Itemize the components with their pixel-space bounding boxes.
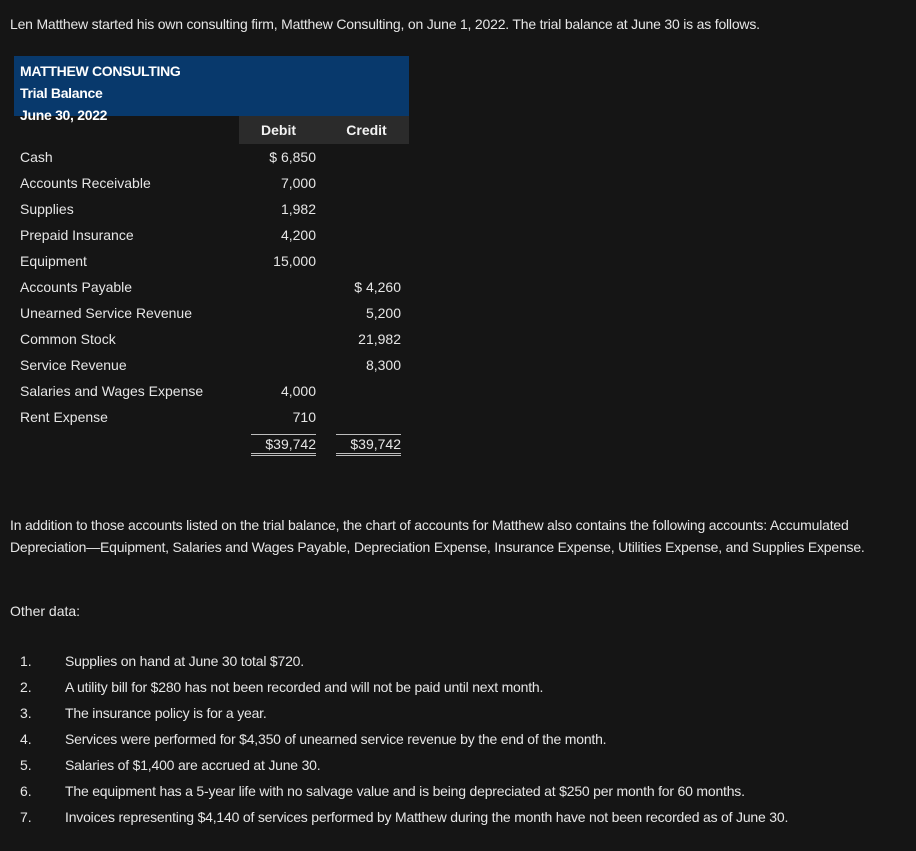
trial-balance-table bbox=[14, 56, 409, 458]
account-name: Prepaid Insurance bbox=[20, 226, 134, 243]
table-row bbox=[14, 170, 409, 196]
table-row bbox=[14, 248, 409, 274]
debit-amount: 7,000 bbox=[280, 174, 316, 191]
table-row bbox=[14, 352, 409, 378]
table-row bbox=[14, 144, 409, 170]
item-number: 3. bbox=[20, 704, 32, 721]
statement-title: Trial Balance bbox=[20, 85, 103, 101]
total-credit: $39,742 bbox=[324, 435, 409, 454]
table-row bbox=[14, 300, 409, 326]
totals-row bbox=[14, 430, 409, 458]
list-item bbox=[20, 726, 910, 752]
list-item bbox=[20, 700, 910, 726]
table-row bbox=[14, 378, 409, 404]
item-number: 6. bbox=[20, 782, 32, 799]
statement-date: June 30, 2022 bbox=[20, 107, 108, 123]
debit-header: Debit bbox=[239, 116, 324, 144]
account-name: Service Revenue bbox=[20, 356, 127, 373]
credit-amount: 8,300 bbox=[365, 356, 401, 373]
account-name: Supplies bbox=[20, 200, 74, 217]
item-number: 4. bbox=[20, 730, 32, 747]
total-debit: $39,742 bbox=[239, 435, 324, 454]
table-row bbox=[14, 222, 409, 248]
debit-amount: 1,982 bbox=[280, 200, 316, 217]
credit-amount: 5,200 bbox=[365, 304, 401, 321]
list-item bbox=[20, 804, 910, 830]
account-name: Cash bbox=[20, 148, 53, 165]
other-data-label: Other data: bbox=[10, 603, 81, 619]
account-name: Rent Expense bbox=[20, 408, 108, 425]
account-name: Equipment bbox=[20, 252, 87, 269]
list-item bbox=[20, 778, 910, 804]
item-number: 1. bbox=[20, 652, 32, 669]
account-name: Salaries and Wages Expense bbox=[20, 382, 204, 399]
intro-paragraph: Len Matthew started his own consulting firm, Matthew Consulting, on June 1, 2022. The trial balance at June 30 is as follows. bbox=[10, 16, 760, 32]
credit-amount: $ 4,260 bbox=[354, 278, 401, 295]
debit-amount: 4,000 bbox=[280, 382, 316, 399]
item-text: Invoices representing $4,140 of services performed by Matthew during the month have not been recorded as of June 30. bbox=[65, 808, 789, 825]
table-row bbox=[14, 404, 409, 430]
item-text: The insurance policy is for a year. bbox=[65, 704, 267, 721]
list-item bbox=[20, 674, 910, 700]
item-number: 7. bbox=[20, 808, 32, 825]
account-name: Accounts Payable bbox=[20, 278, 133, 295]
additional-accounts-paragraph: In addition to those accounts listed on the trial balance, the chart of accounts for Matthew also contains the following accounts: Accumulated Depreciation—Equipment, Salaries and Wages Payable, Depreciation Expense, Insurance Expense, Utilities Expense, and Supplies Expense. bbox=[10, 517, 865, 555]
table-row bbox=[14, 326, 409, 352]
item-text: Salaries of $1,400 are accrued at June 30. bbox=[65, 756, 321, 773]
table-row bbox=[14, 274, 409, 300]
debit-amount: $ 6,850 bbox=[269, 148, 316, 165]
trial-balance-header bbox=[14, 56, 409, 123]
debit-amount: 710 bbox=[292, 408, 316, 425]
credit-header: Credit bbox=[324, 116, 409, 144]
credit-amount: 21,982 bbox=[358, 330, 401, 347]
item-text: Supplies on hand at June 30 total $720. bbox=[65, 652, 304, 669]
debit-amount: 4,200 bbox=[280, 226, 316, 243]
account-name: Unearned Service Revenue bbox=[20, 304, 192, 321]
debit-amount: 15,000 bbox=[273, 252, 316, 269]
list-item bbox=[20, 752, 910, 778]
account-name: Common Stock bbox=[20, 330, 116, 347]
item-text: Services were performed for $4,350 of unearned service revenue by the end of the month. bbox=[65, 730, 607, 747]
company-name: MATTHEW CONSULTING bbox=[20, 63, 181, 79]
table-row bbox=[14, 196, 409, 222]
item-text: The equipment has a 5-year life with no salvage value and is being depreciated at $250 per month for 60 months. bbox=[65, 782, 745, 799]
item-text: A utility bill for $280 has not been recorded and will not be paid until next month. bbox=[65, 678, 544, 695]
item-number: 2. bbox=[20, 678, 32, 695]
other-data-list bbox=[20, 648, 910, 830]
item-number: 5. bbox=[20, 756, 32, 773]
account-name: Accounts Receivable bbox=[20, 174, 151, 191]
list-item bbox=[20, 648, 910, 674]
